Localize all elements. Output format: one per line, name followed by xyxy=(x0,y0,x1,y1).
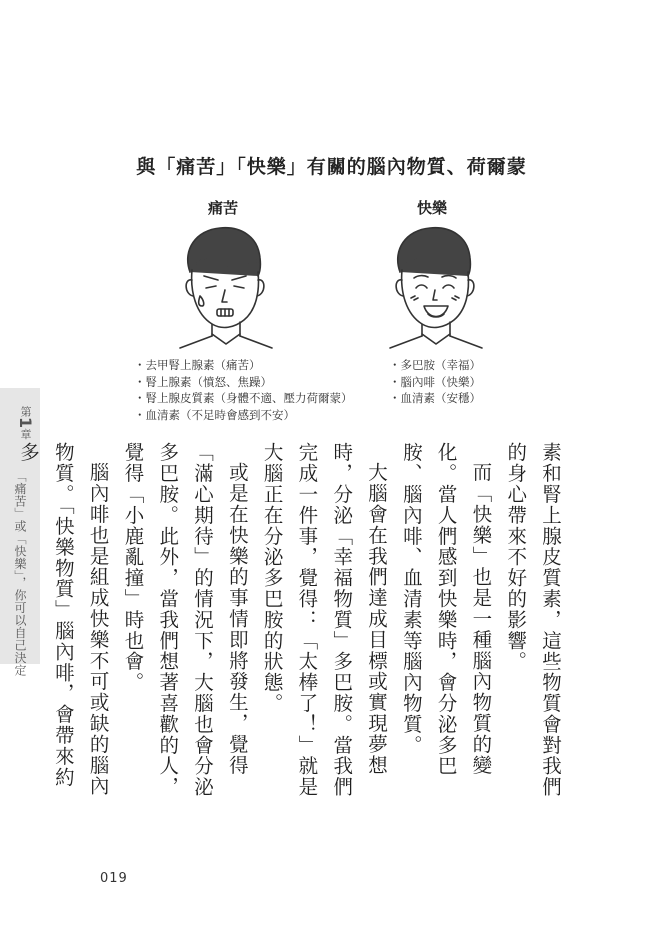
joy-label: 快樂 xyxy=(417,199,448,217)
list-item: ・腎上腺皮質素（身體不適、壓力荷爾蒙） xyxy=(134,391,353,405)
paragraph: 素和腎上腺皮質素，這些物質會對我們的身心帶來不好的影響。 xyxy=(504,442,562,798)
list-item: ・多巴胺（幸福） xyxy=(389,358,481,372)
chapter-prefix: 第 xyxy=(19,406,32,417)
section-title: 與「痛苦」「快樂」有關的腦內物質、荷爾蒙 xyxy=(136,156,527,178)
pain-label: 痛苦 xyxy=(208,199,239,217)
happy-man-illustration xyxy=(378,220,488,350)
chapter-title: 「痛苦」或「快樂」，你可以自己決定 xyxy=(13,470,27,677)
list-item: ・腎上腺素（憤怒、焦躁） xyxy=(134,374,272,389)
list-item: ・腦內啡（快樂） xyxy=(389,374,481,389)
chapter-suffix: 章 xyxy=(19,428,32,440)
body-text xyxy=(10,442,567,804)
chapter-marker xyxy=(7,406,35,439)
list-item: ・血清素（不足時會感到不安） xyxy=(134,407,295,422)
paragraph: 大腦會在我們達成目標或實現夢想時，分泌「幸福物質」多巴胺。當我們完成一件事，覺得：「太棒了！」就是大腦正在分泌多巴胺的狀態。 xyxy=(260,442,389,798)
list-item: ・血清素（安穩） xyxy=(389,391,481,405)
paragraph: 而「快樂」也是一種腦內物質的變化。當人們感到快樂時，會分泌多巴胺、腦內啡、血清素等腦內物質。 xyxy=(399,442,493,777)
pain-substance-list xyxy=(134,357,353,423)
paragraph: 腦內啡也是組成快樂不可或缺的腦內物質。「快樂物質」腦內啡，會帶來約多 xyxy=(17,442,110,796)
page-number: 019 xyxy=(100,871,128,886)
pained-man-illustration xyxy=(168,220,278,350)
list-item: ・去甲腎上腺素（痛苦） xyxy=(134,358,261,372)
chapter-number: 1 xyxy=(16,417,35,429)
paragraph: 或是在快樂的事情即將發生，覺得「滿心期待」的情況下，大腦也會分泌多巴胺。此外，當我們想著喜歡的人，覺得「小鹿亂撞」時也會。 xyxy=(121,442,249,798)
joy-substance-list xyxy=(389,357,481,407)
